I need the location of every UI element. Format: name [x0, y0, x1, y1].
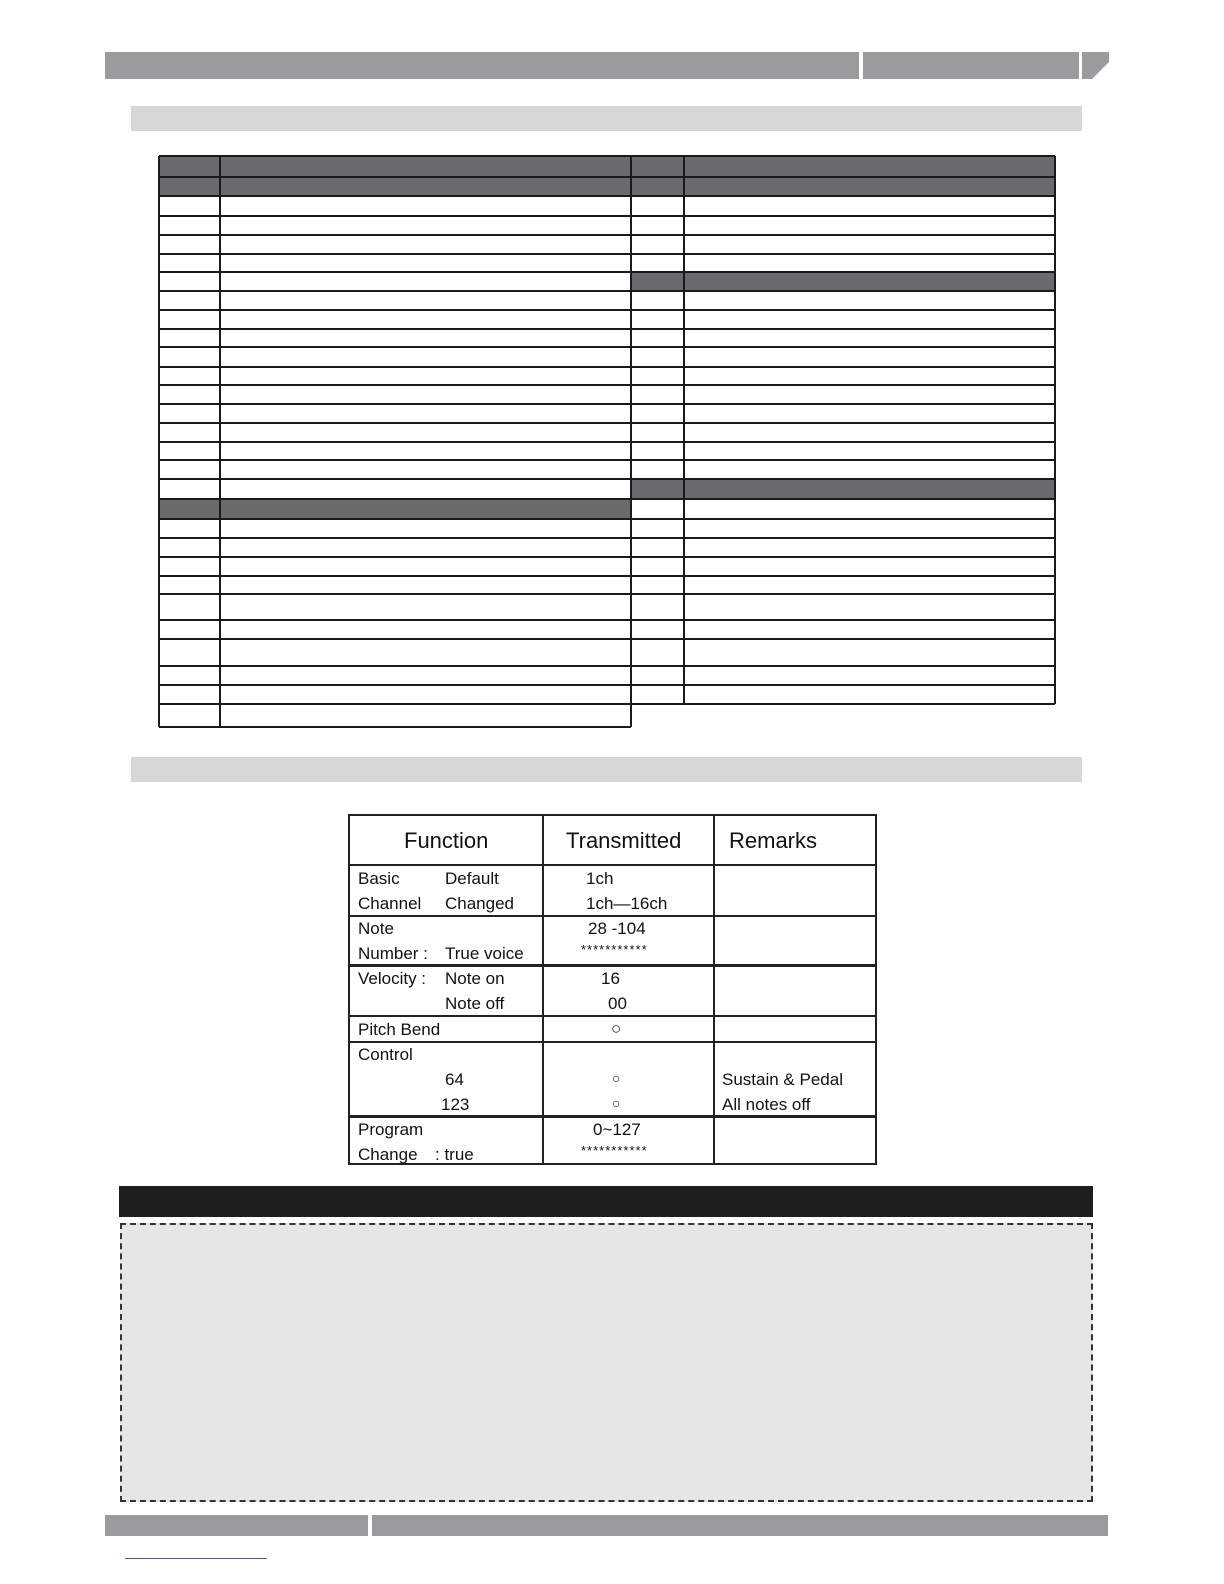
footer-bar-right [372, 1515, 1108, 1536]
row-divider-basic [350, 915, 875, 917]
header-remarks: Remarks [729, 828, 818, 853]
column-divider-2 [713, 816, 715, 1163]
true-label: : true [435, 1145, 474, 1164]
basic-default-value: 1ch [586, 869, 614, 888]
control-number-123: 123 [441, 1095, 470, 1114]
notes-heading-bar [119, 1186, 1093, 1217]
number-label: Number : [358, 944, 428, 963]
column-divider-1 [542, 816, 544, 1163]
footer-bar-left [105, 1515, 368, 1536]
basic-label: Basic [358, 869, 400, 888]
table-header-row-top [159, 156, 1055, 177]
default-label: Default [445, 869, 499, 888]
velocity-label: Velocity : [358, 969, 427, 988]
row-divider-note [350, 964, 875, 967]
top-header-bar-corner [1082, 52, 1109, 79]
right-group-header-1 [631, 272, 1055, 291]
remark-all-notes-off: All notes off [722, 1095, 811, 1114]
notes-box [120, 1223, 1093, 1502]
left-group-header-1 [159, 499, 631, 519]
note-true-voice-value: *********** [581, 942, 648, 957]
channel-label: Channel [358, 894, 422, 913]
drum-voice-list-table [158, 155, 1058, 730]
table-header-row-second [159, 177, 1055, 196]
basic-changed-value: 1ch—16ch [586, 894, 668, 913]
control-123-circle-icon: ○ [612, 1095, 621, 1111]
note-off-label: Note off [445, 994, 505, 1013]
top-header-bar-right [863, 52, 1079, 79]
note-range-value: 28 -104 [588, 919, 646, 938]
changed-label: Changed [445, 894, 515, 913]
program-label: Program [358, 1120, 424, 1139]
control-number-64: 64 [445, 1070, 464, 1089]
right-group-header-2 [631, 479, 1055, 499]
change-label: Change [358, 1145, 418, 1164]
velocity-note-off-value: 00 [608, 994, 627, 1013]
note-label: Note [358, 919, 394, 938]
program-true-value: *********** [581, 1143, 648, 1158]
header-transmitted: Transmitted [566, 828, 682, 853]
row-divider-velocity [350, 1015, 875, 1017]
footer-link-underline[interactable] [125, 1558, 267, 1559]
top-header-bar-left [105, 52, 859, 79]
control-label: Control [358, 1045, 413, 1064]
velocity-note-on-value: 16 [601, 969, 620, 988]
program-range-value: 0~127 [593, 1120, 641, 1139]
remark-sustain-pedal: Sustain & Pedal [722, 1070, 843, 1089]
note-on-label: Note on [445, 969, 505, 988]
row-divider-control [350, 1115, 875, 1118]
section-heading-band-midi [131, 757, 1082, 782]
pitch-bend-circle-icon: ○ [611, 1019, 622, 1038]
section-heading-band-drum-list [131, 106, 1082, 131]
control-64-circle-icon: ○ [612, 1070, 621, 1086]
row-divider-header [350, 864, 875, 866]
row-divider-pitch [350, 1041, 875, 1043]
true-voice-label: True voice [445, 944, 524, 963]
midi-implementation-chart [348, 814, 877, 1165]
header-function: Function [404, 828, 489, 853]
pitch-bend-label: Pitch Bend [358, 1020, 441, 1039]
